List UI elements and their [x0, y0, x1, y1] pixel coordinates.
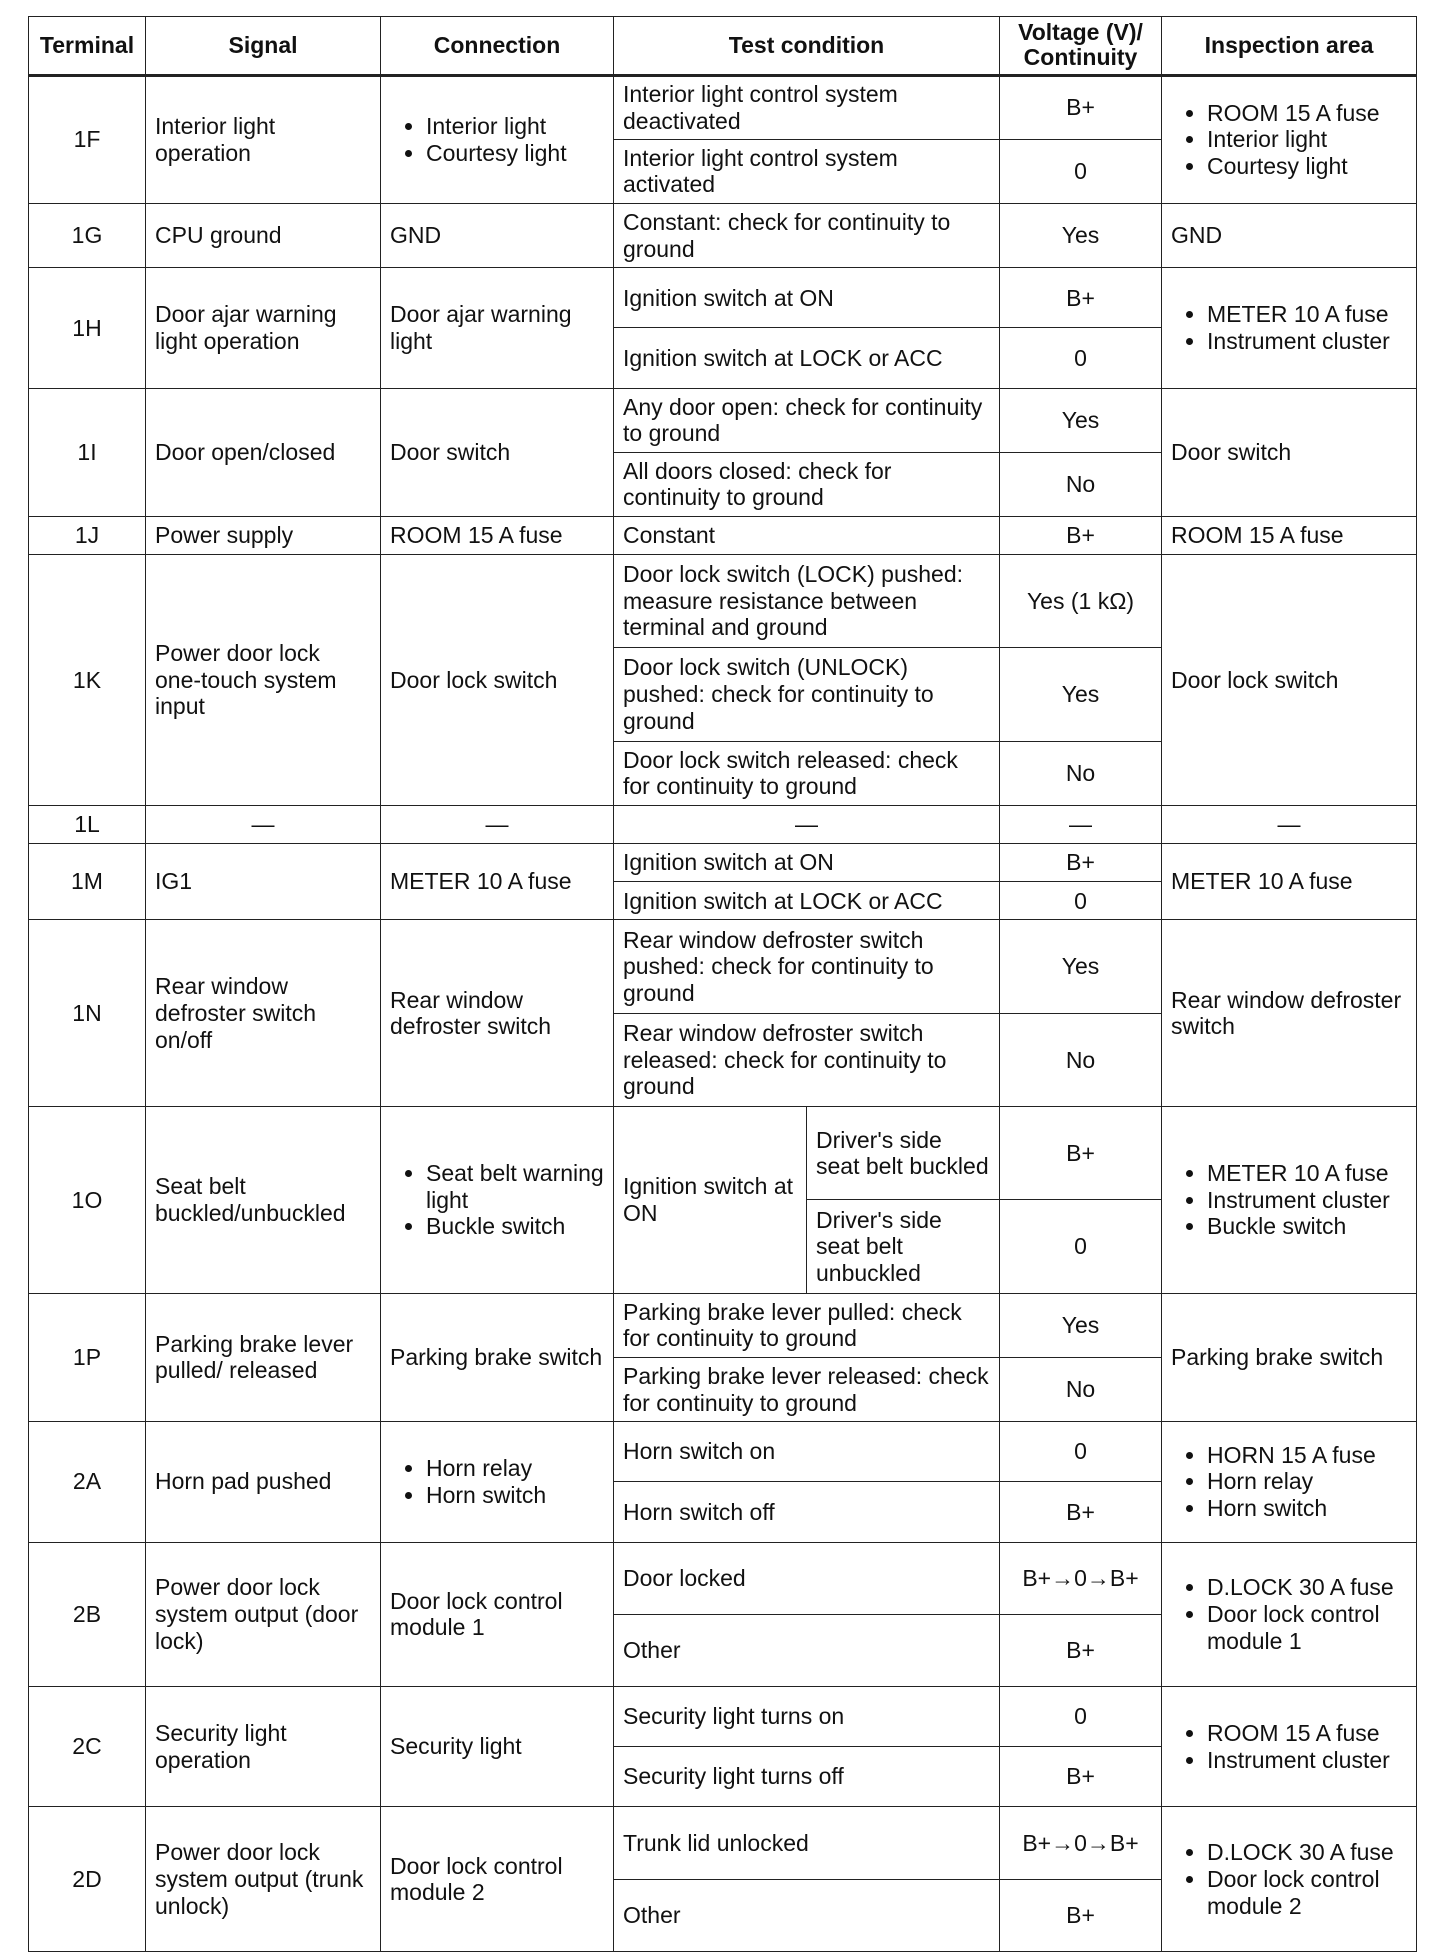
table-row [29, 1542, 1417, 1614]
signal-cell: Power door lock one-touch system input [146, 555, 381, 806]
inspection-item: • Horn switch [1207, 1495, 1407, 1522]
voltage-cell: B+ [1000, 844, 1162, 882]
connection-cell: ROOM 15 A fuse [381, 517, 614, 555]
header-test-condition: Test condition [614, 17, 1000, 76]
test-condition-cell: Constant [614, 517, 1000, 555]
header-signal: Signal [146, 17, 381, 76]
connection-item: • Seat belt warning light [426, 1160, 604, 1213]
test-condition-cell: — [614, 806, 1000, 844]
terminal-cell: 1G [29, 204, 146, 268]
test-condition-sub-cell: Driver's side seat belt unbuckled [807, 1200, 1000, 1293]
voltage-cell: Yes [1000, 1293, 1162, 1357]
signal-cell: CPU ground [146, 204, 381, 268]
inspection-cell: ROOM 15 A fuse [1162, 517, 1417, 555]
voltage-cell: B+ [1000, 268, 1162, 328]
signal-cell: Interior light operation [146, 75, 381, 203]
terminal-cell: 1H [29, 268, 146, 388]
inspection-item: • Horn relay [1207, 1468, 1407, 1495]
terminal-cell: 1K [29, 555, 146, 806]
voltage-cell: Yes [1000, 388, 1162, 452]
table-row [29, 517, 1417, 555]
test-condition-cell: Ignition switch at ON [614, 844, 1000, 882]
connection-item: • Horn relay [426, 1455, 604, 1482]
voltage-cell: 0 [1000, 328, 1162, 388]
signal-cell: Parking brake lever pulled/ released [146, 1293, 381, 1421]
test-condition-cell: Rear window defroster switch pushed: check for continuity to ground [614, 920, 1000, 1013]
inspection-item: • ROOM 15 A fuse [1207, 100, 1407, 127]
connection-cell: GND [381, 204, 614, 268]
terminal-cell: 2C [29, 1687, 146, 1807]
signal-cell: Power supply [146, 517, 381, 555]
inspection-item: • D.LOCK 30 A fuse [1207, 1839, 1407, 1866]
inspection-item: • Door lock control module 1 [1207, 1601, 1407, 1654]
voltage-cell: B+ [1000, 1614, 1162, 1686]
signal-cell: — [146, 806, 381, 844]
test-condition-cell: Other [614, 1614, 1000, 1686]
voltage-cell: B+ [1000, 1482, 1162, 1542]
terminal-cell: 1L [29, 806, 146, 844]
voltage-cell: — [1000, 806, 1162, 844]
test-condition-cell: Door lock switch released: check for continuity to ground [614, 741, 1000, 805]
test-condition-cell: Ignition switch at LOCK or ACC [614, 328, 1000, 388]
table-row [29, 806, 1417, 844]
table-row [29, 268, 1417, 328]
header-terminal: Terminal [29, 17, 146, 76]
voltage-cell: No [1000, 452, 1162, 516]
connection-item: • Buckle switch [426, 1213, 604, 1240]
inspection-item: • Door lock control module 2 [1207, 1866, 1407, 1919]
terminal-cell: 1M [29, 844, 146, 920]
inspection-cell: Parking brake switch [1162, 1293, 1417, 1421]
terminal-cell: 1F [29, 75, 146, 203]
connection-cell: Rear window defroster switch [381, 920, 614, 1107]
connection-cell [381, 1107, 614, 1294]
test-condition-main-cell: Ignition switch at ON [614, 1107, 807, 1294]
connection-cell [381, 75, 614, 203]
signal-cell: Seat belt buckled/unbuckled [146, 1107, 381, 1294]
inspection-cell: Door switch [1162, 388, 1417, 516]
connection-cell: Door lock switch [381, 555, 614, 806]
header-voltage-continuity: Voltage (V)/ Continuity [1000, 17, 1162, 76]
voltage-cell: No [1000, 1357, 1162, 1421]
inspection-cell [1162, 1107, 1417, 1294]
test-condition-cell: Ignition switch at LOCK or ACC [614, 882, 1000, 920]
header-row [29, 17, 1417, 76]
connection-cell: — [381, 806, 614, 844]
voltage-cell: Yes [1000, 204, 1162, 268]
test-condition-cell: Door locked [614, 1542, 1000, 1614]
signal-cell: Power door lock system output (door lock) [146, 1542, 381, 1686]
voltage-cell: B+ [1000, 75, 1162, 139]
voltage-cell: No [1000, 1013, 1162, 1106]
terminal-cell: 1P [29, 1293, 146, 1421]
terminal-voltage-table [28, 16, 1417, 1952]
test-condition-cell: Parking brake lever released: check for continuity to ground [614, 1357, 1000, 1421]
signal-cell: Security light operation [146, 1687, 381, 1807]
voltage-cell: B+→0→B+ [1000, 1542, 1162, 1614]
inspection-cell [1162, 1687, 1417, 1807]
table-row [29, 844, 1417, 882]
inspection-item: • Instrument cluster [1207, 328, 1407, 355]
table-row [29, 1687, 1417, 1747]
voltage-cell: No [1000, 741, 1162, 805]
connection-cell: Security light [381, 1687, 614, 1807]
connection-item: • Horn switch [426, 1482, 604, 1509]
signal-cell: IG1 [146, 844, 381, 920]
table-row [29, 204, 1417, 268]
test-condition-cell: Constant: check for continuity to ground [614, 204, 1000, 268]
connection-cell: Door lock control module 1 [381, 1542, 614, 1686]
voltage-cell: B+→0→B+ [1000, 1807, 1162, 1879]
table-row [29, 1807, 1417, 1879]
connection-cell [381, 1422, 614, 1542]
signal-cell: Power door lock system output (trunk unlock) [146, 1807, 381, 1952]
inspection-cell: — [1162, 806, 1417, 844]
table-row [29, 555, 1417, 647]
test-condition-cell: Interior light control system activated [614, 139, 1000, 203]
connection-cell: METER 10 A fuse [381, 844, 614, 920]
test-condition-cell: Ignition switch at ON [614, 268, 1000, 328]
voltage-cell: 0 [1000, 1200, 1162, 1293]
terminal-cell: 1J [29, 517, 146, 555]
inspection-item: • METER 10 A fuse [1207, 301, 1407, 328]
test-condition-cell: Interior light control system deactivated [614, 75, 1000, 139]
signal-cell: Rear window defroster switch on/off [146, 920, 381, 1107]
test-condition-cell: All doors closed: check for continuity to ground [614, 452, 1000, 516]
test-condition-cell: Horn switch off [614, 1482, 1000, 1542]
inspection-cell: GND [1162, 204, 1417, 268]
table-row [29, 1107, 1417, 1200]
connection-item: • Courtesy light [426, 140, 604, 167]
test-condition-cell: Security light turns on [614, 1687, 1000, 1747]
connection-cell: Door lock control module 2 [381, 1807, 614, 1952]
voltage-cell: 0 [1000, 1422, 1162, 1482]
terminal-cell: 1O [29, 1107, 146, 1294]
inspection-cell: Rear window defroster switch [1162, 920, 1417, 1107]
inspection-cell [1162, 268, 1417, 388]
terminal-cell: 2A [29, 1422, 146, 1542]
connection-item: • Interior light [426, 113, 604, 140]
table-row [29, 920, 1417, 1013]
voltage-cell: B+ [1000, 1107, 1162, 1200]
test-condition-cell: Parking brake lever pulled: check for continuity to ground [614, 1293, 1000, 1357]
test-condition-cell: Door lock switch (LOCK) pushed: measure resistance between terminal and ground [614, 555, 1000, 647]
voltage-cell: Yes [1000, 647, 1162, 741]
terminal-cell: 1N [29, 920, 146, 1107]
connection-cell: Parking brake switch [381, 1293, 614, 1421]
terminal-cell: 2D [29, 1807, 146, 1952]
inspection-cell [1162, 1542, 1417, 1686]
voltage-cell: B+ [1000, 1879, 1162, 1951]
inspection-item: • ROOM 15 A fuse [1207, 1720, 1407, 1747]
test-condition-cell: Rear window defroster switch released: check for continuity to ground [614, 1013, 1000, 1106]
voltage-cell: Yes [1000, 920, 1162, 1013]
table-row [29, 388, 1417, 452]
inspection-cell [1162, 75, 1417, 203]
table-row [29, 1422, 1417, 1482]
inspection-item: • Instrument cluster [1207, 1747, 1407, 1774]
table-row [29, 1293, 1417, 1357]
inspection-item: • Instrument cluster [1207, 1187, 1407, 1214]
header-inspection-area: Inspection area [1162, 17, 1417, 76]
signal-cell: Horn pad pushed [146, 1422, 381, 1542]
test-condition-cell: Other [614, 1879, 1000, 1951]
voltage-cell: 0 [1000, 1687, 1162, 1747]
connection-cell: Door switch [381, 388, 614, 516]
inspection-cell: Door lock switch [1162, 555, 1417, 806]
test-condition-sub-cell: Driver's side seat belt buckled [807, 1107, 1000, 1200]
inspection-item: • METER 10 A fuse [1207, 1160, 1407, 1187]
terminal-cell: 1I [29, 388, 146, 516]
header-connection: Connection [381, 17, 614, 76]
connection-cell: Door ajar warning light [381, 268, 614, 388]
voltage-cell: B+ [1000, 517, 1162, 555]
test-condition-cell: Security light turns off [614, 1747, 1000, 1807]
table-row [29, 75, 1417, 139]
terminal-cell: 2B [29, 1542, 146, 1686]
test-condition-cell: Any door open: check for continuity to ground [614, 388, 1000, 452]
signal-cell: Door ajar warning light operation [146, 268, 381, 388]
test-condition-cell: Horn switch on [614, 1422, 1000, 1482]
test-condition-cell: Door lock switch (UNLOCK) pushed: check for continuity to ground [614, 647, 1000, 741]
inspection-item: • D.LOCK 30 A fuse [1207, 1574, 1407, 1601]
inspection-item: • Interior light [1207, 126, 1407, 153]
voltage-cell: 0 [1000, 882, 1162, 920]
inspection-cell: METER 10 A fuse [1162, 844, 1417, 920]
signal-cell: Door open/closed [146, 388, 381, 516]
inspection-cell [1162, 1422, 1417, 1542]
inspection-item: • Courtesy light [1207, 153, 1407, 180]
voltage-cell: B+ [1000, 1747, 1162, 1807]
test-condition-cell: Trunk lid unlocked [614, 1807, 1000, 1879]
voltage-cell: Yes (1 kΩ) [1000, 555, 1162, 647]
inspection-item: • HORN 15 A fuse [1207, 1442, 1407, 1469]
inspection-item: • Buckle switch [1207, 1213, 1407, 1240]
inspection-cell [1162, 1807, 1417, 1952]
voltage-cell: 0 [1000, 139, 1162, 203]
